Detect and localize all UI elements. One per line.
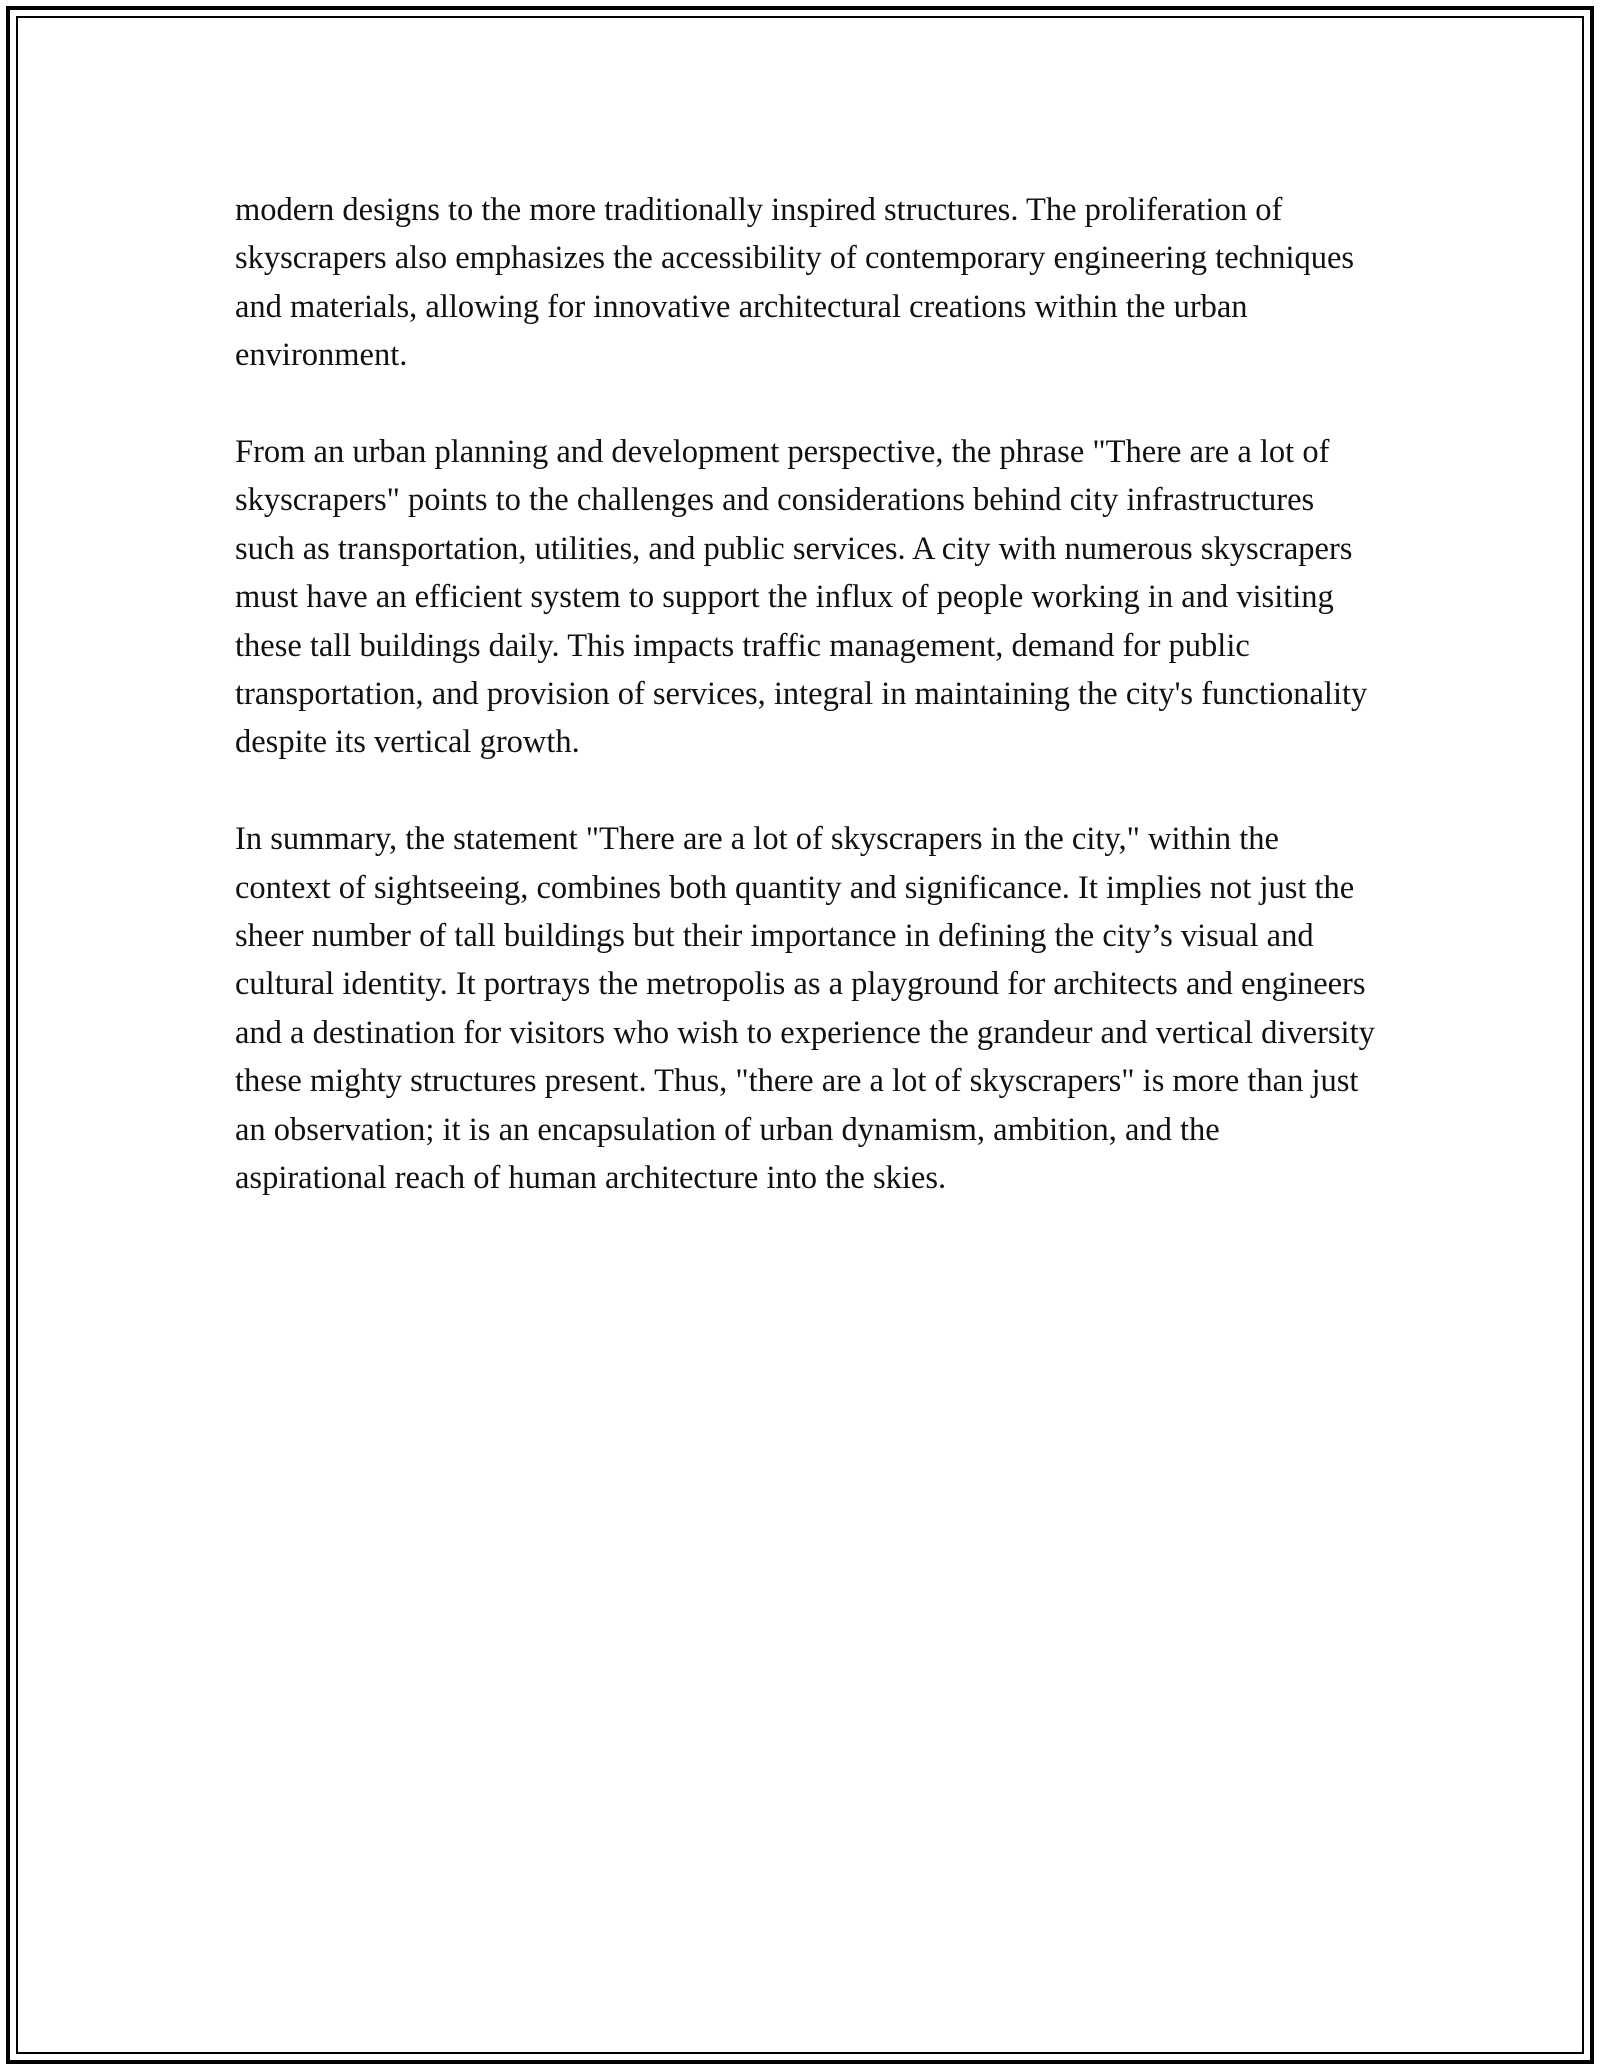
paragraph-3: In summary, the statement "There are a lot of skyscrapers in the city," within the context of sightseeing, combines both quantity and significance. It implies not just the sheer number of tall buildings but their importance in defining the city’s visual and cultural identity. It portrays the metropolis as a playground for architects and engineers and a destination for visitors who wish to experience the grandeur and vertical diversity these mighty structures present. Thus, "there are a lot of skyscrapers" is more than just an observation; it is an encapsulation of urban dynamism, ambition, and the aspirational reach of human architecture into the skies.: [235, 821, 1375, 1197]
paragraph-2: From an urban planning and development perspective, the phrase "There are a lot of skyscrapers" points to the challenges and considerations behind city infrastructures such as transportation, utilities, and public services. A city with numerous skyscrapers must have an efficient system to support the influx of people working in and visiting these tall buildings daily. This impacts traffic management, demand for public transportation, and provision of services, integral in maintaining the city's functionality despite its vertical growth.: [235, 434, 1368, 761]
document-body: [235, 186, 1375, 1251]
paragraph-1: modern designs to the more traditionally inspired structures. The proliferation of skyscrapers also emphasizes the accessibility of contemporary engineering techniques and materials, allowing for innovative architectural creations within the urban environment.: [235, 192, 1355, 374]
